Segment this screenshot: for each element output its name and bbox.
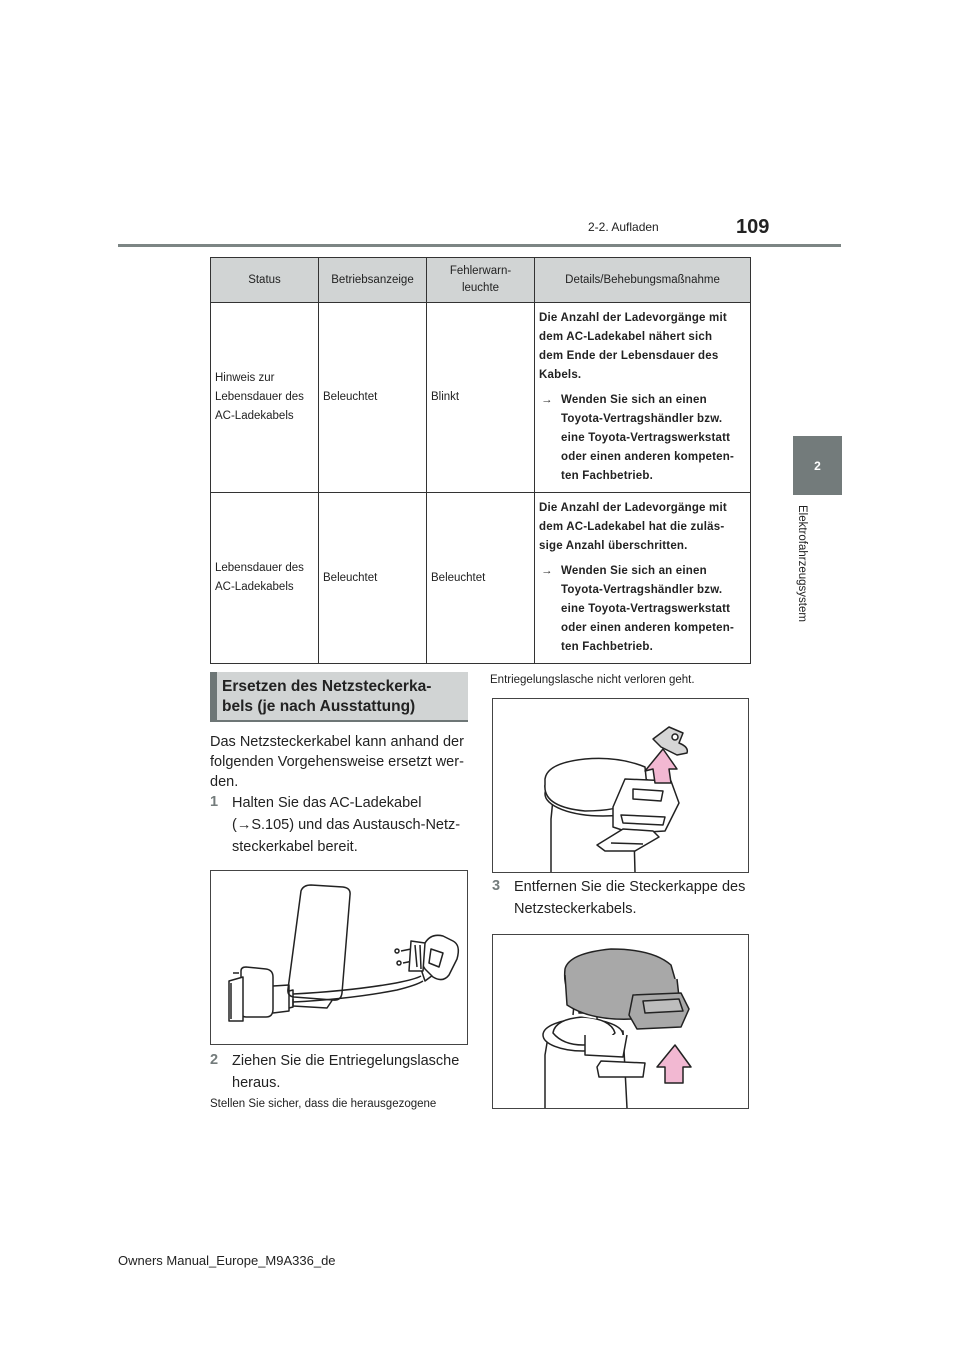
step-text: Halten Sie das AC-Ladekabel (→S.105) und das Austausch-Netz- steckerkabel bereit. xyxy=(232,795,461,855)
footer-text: Owners Manual_Europe_M9A336_de xyxy=(118,1253,336,1268)
header-rule xyxy=(118,244,841,247)
arrow-icon: → xyxy=(541,565,553,577)
table-header-cell: Details/Behebungsmaßnahme xyxy=(535,258,751,303)
figure-release-tab xyxy=(492,698,749,873)
step-number: 2 xyxy=(210,1052,219,1068)
action-line xyxy=(539,391,744,486)
arrow-icon: → xyxy=(541,394,553,406)
indicator-cell: Beleuchtet xyxy=(319,303,427,493)
charging-cable-illustration xyxy=(211,871,467,1044)
status-cell: Hinweis zur Lebensdauer des AC-Ladekabels xyxy=(211,303,319,493)
page-number: 109 xyxy=(736,216,770,238)
status-cell: Lebensdauer des AC-Ladekabels xyxy=(211,493,319,664)
warning-light-cell: Beleuchtet xyxy=(427,493,535,664)
chapter-label xyxy=(780,505,808,625)
step-text: Ziehen Sie die Entriegelungslasche heraus. xyxy=(232,1053,460,1091)
step-2-note: Stellen Sie sicher, dass die herausgezogene xyxy=(210,1098,437,1110)
status-table xyxy=(210,257,751,664)
section-heading-text: Ersetzen des Netzsteckerka- bels (je nach Ausstattung) xyxy=(222,678,432,715)
chapter-tab xyxy=(793,436,842,495)
step-2 xyxy=(210,1050,472,1094)
action-text: Wenden Sie sich an einen Toyota-Vertragshändler bzw. eine Toyota-Vertragswerkstatt oder einen anderen kompeten- ten Fachbetrieb. xyxy=(561,394,735,482)
step-3 xyxy=(492,876,754,920)
figure-charging-cable xyxy=(210,870,468,1045)
step-1 xyxy=(210,792,472,858)
table-header-cell: Status xyxy=(211,258,319,303)
details-cell xyxy=(535,493,751,664)
figure-plug-cap xyxy=(492,934,749,1109)
step-number: 1 xyxy=(210,794,219,810)
table-row xyxy=(211,303,751,493)
details-text: Die Anzahl der Ladevorgänge mit dem AC-Ladekabel hat die zuläs- sige Anzahl überschritten. xyxy=(539,502,727,552)
chapter-title: Elektrofahrzeugsystem xyxy=(796,505,808,622)
indicator-cell: Beleuchtet xyxy=(319,493,427,664)
section-heading xyxy=(210,672,468,722)
action-text: Wenden Sie sich an einen Toyota-Vertragshändler bzw. eine Toyota-Vertragswerkstatt oder einen anderen kompeten- ten Fachbetrieb. xyxy=(561,565,735,653)
details-text: Die Anzahl der Ladevorgänge mit dem AC-Ladekabel nähert sich dem Ende der Lebensdauer des Kabels. xyxy=(539,312,727,381)
push-arrow-icon xyxy=(657,1045,691,1083)
chapter-number: 2 xyxy=(814,458,821,473)
header-section-title: 2-2. Aufladen xyxy=(588,220,659,234)
intro-text: Das Netzsteckerkabel kann anhand der folgenden Vorgehensweise ersetzt wer- den. xyxy=(210,734,464,790)
table-row xyxy=(211,493,751,664)
release-tab-illustration xyxy=(493,699,748,872)
step-text: Entfernen Sie die Steckerkappe des Netzsteckerkabels. xyxy=(514,879,746,917)
note-continued: Entriegelungslasche nicht verloren geht. xyxy=(490,674,695,686)
table-header-row xyxy=(211,258,751,303)
details-cell xyxy=(535,303,751,493)
pull-arrow-icon xyxy=(645,749,677,783)
warning-light-cell: Blinkt xyxy=(427,303,535,493)
step-number: 3 xyxy=(492,878,501,894)
table-header-cell: Fehlerwarn- leuchte xyxy=(427,258,535,303)
plug-cap-illustration xyxy=(493,935,748,1108)
action-line xyxy=(539,562,744,657)
table-header-cell: Betriebsanzeige xyxy=(319,258,427,303)
